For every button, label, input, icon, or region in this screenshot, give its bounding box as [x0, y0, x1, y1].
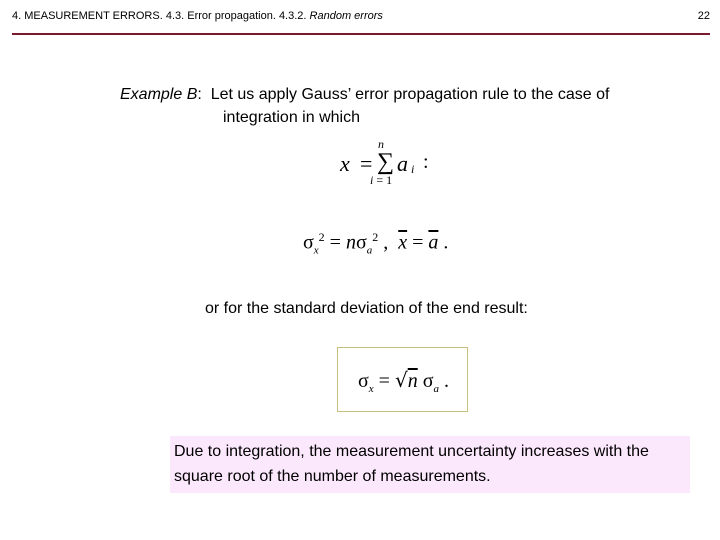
variance-equation: $\sigma_x^2 = n\sigma_a^2$ , $\overline{x} = \overline{a}$ . — [303, 230, 449, 257]
sum-term: a — [397, 151, 408, 176]
section-title: Random errors — [309, 10, 383, 22]
example-tag: Example B — [120, 86, 198, 103]
sum-lower-limit: i = 1 — [370, 173, 393, 187]
sum-equals: = — [360, 151, 373, 176]
sum-upper-limit: n — [378, 137, 384, 151]
sum-colon: : — [423, 151, 429, 173]
page-number: 22 — [697, 10, 710, 22]
sum-equation — [340, 137, 460, 197]
conclusion-note: Due to integration, the measurement uncertainty increases with the square root of the number of measurements. — [170, 436, 690, 493]
breadcrumb: 4. MEASUREMENT ERRORS. 4.3. Error propagation. 4.3.2. — [12, 10, 307, 22]
std-equation: $\sigma_x = √n$ $\sigma_a$ . — [358, 368, 449, 395]
example-paragraph: Example B: Let us apply Gauss’ error propagation rule to the case of integration in which — [120, 83, 690, 129]
header-rule — [12, 33, 710, 35]
summation-symbol: ∑ — [377, 149, 395, 175]
example-line-2: integration in which — [223, 109, 360, 126]
example-line-1: Let us apply Gauss’ error propagation rule to the case of — [210, 86, 610, 103]
standard-deviation-text: or for the standard deviation of the end result: — [205, 300, 528, 317]
sum-term-index: i — [411, 162, 415, 176]
slide-header — [12, 10, 710, 22]
sum-lhs: x — [340, 151, 350, 176]
